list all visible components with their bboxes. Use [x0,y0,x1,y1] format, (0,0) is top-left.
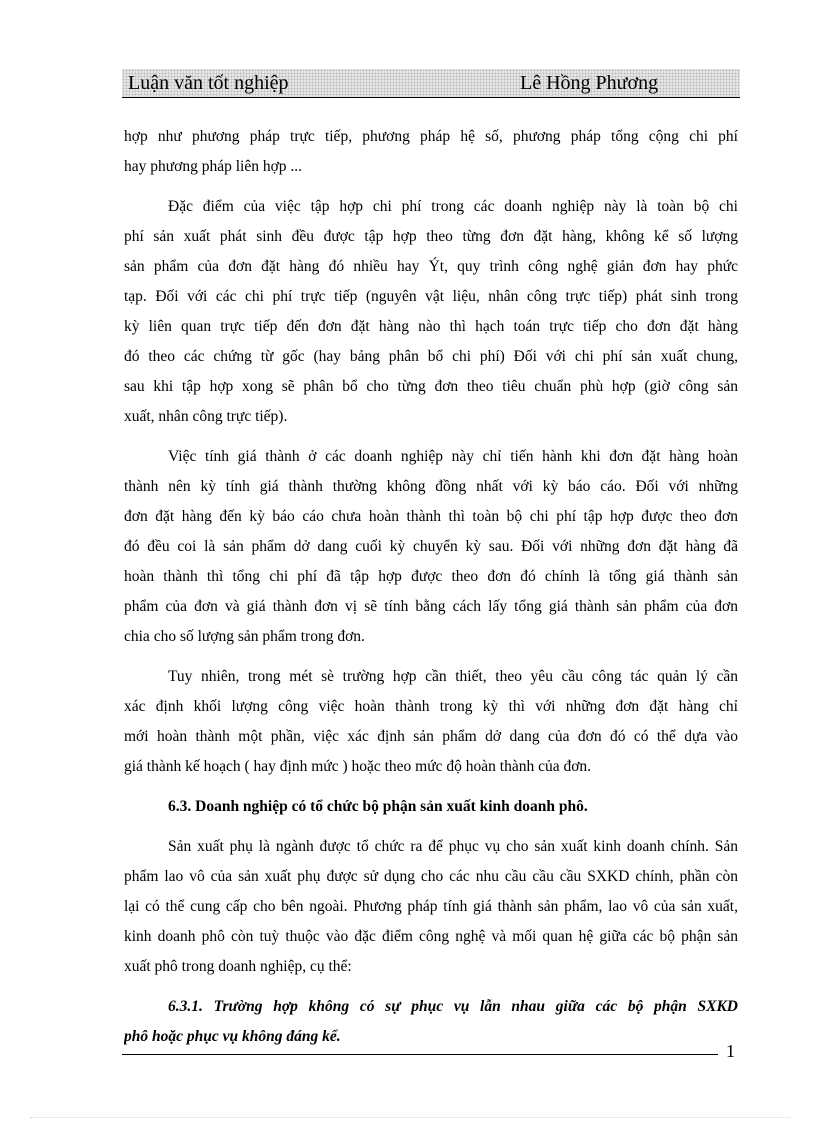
section-heading: 6.3. Doanh nghiệp có tổ chức bộ phận sản xuất kinh doanh phô. [168,798,588,815]
footer-rule [122,1054,718,1055]
paragraph-line: phí sản xuất phát sinh đều được tập hợp theo từng đơn đặt hàng, không kể số lượng [124,228,738,245]
page-edge-dots [30,1117,790,1118]
body-text [124,122,738,1052]
paragraph-line: giá thành kế hoạch ( hay định mức ) hoặc theo mức độ hoàn thành của đơn. [124,758,592,775]
paragraph-line: Tuy nhiên, trong mét sè trường hợp cần thiết, theo yêu cầu công tác quản lý cần [168,668,738,685]
paragraph-line: đó đều coi là sản phẩm dở dang cuối kỳ chuyển kỳ sau. Đối với những đơn đặt hàng đã [124,538,738,555]
paragraph-line: sau khi tập hợp xong sẽ phân bổ cho từng đơn theo tiêu chuẩn phù hợp (giờ công sản [124,378,738,395]
paragraph-line: đó theo các chứng từ gốc (hay bảng phân bổ chi phí) Đối với chi phí sản xuất chung, [124,348,738,365]
paragraph-line: phẩm của đơn và giá thành đơn vị sẽ tính bằng cách lấy tổng giá thành sản phẩm của đơn [124,598,738,615]
paragraph-line: kinh doanh phô còn tuỳ thuộc vào đặc điểm công nghệ và mối quan hệ giữa các bộ phận sản [124,928,738,945]
paragraph-line: mới hoàn thành một phần, việc xác định sản phẩm dở dang của đơn đó có thể dựa vào [124,728,738,745]
paragraph-line: kỳ liên quan trực tiếp đến đơn đặt hàng nào thì hạch toán trực tiếp cho đơn đặt hàng [124,318,738,335]
paragraph-line: Sản xuất phụ là ngành được tổ chức ra để phục vụ cho sản xuất kinh doanh chính. Sản [168,838,738,855]
paragraph-line: phẩm lao vô của sản xuất phụ được sử dụng cho các nhu cầu cầu cầu SXKD chính, phần còn [124,868,738,885]
paragraph-line: Việc tính giá thành ở các doanh nghiệp này chỉ tiến hành khi đơn đặt hàng hoàn [168,448,738,465]
paragraph-line: hoàn thành thì tổng chi phí đã tập hợp được theo đơn đó chính là tổng giá thành sản [124,568,738,585]
header-author-name: Lê Hồng Phương [520,72,659,94]
paragraph-line: xuất, nhân công trực tiếp). [124,408,288,425]
paragraph-line: tạp. Đối với các chi phí trực tiếp (nguyên vật liệu, nhân công trực tiếp) phát sinh trong [124,288,738,305]
header-thesis-title: Luận văn tốt nghiệp [128,72,289,94]
paragraph-line: hay phương pháp liên hợp ... [124,158,303,175]
paragraph-line: chia cho số lượng sản phẩm trong đơn. [124,628,365,645]
paragraph-line: hợp như phương pháp trực tiếp, phương pháp hệ số, phương pháp tổng cộng chi phí [124,128,738,145]
page-header [122,69,740,98]
paragraph-line: thành nên kỳ tính giá thành thường không đồng nhất với kỳ báo cáo. Đối với những [124,478,738,495]
paragraph-line: Đặc điểm của việc tập hợp chi phí trong các doanh nghiệp này là toàn bộ chi [168,198,738,215]
paragraph-line: lại có thể cung cấp cho bên ngoài. Phương pháp tính giá thành sản phẩm, lao vô của sản xuất, [124,898,738,915]
paragraph-line: xuất phô trong doanh nghiệp, cụ thể: [124,958,352,975]
page-number: 1 [726,1041,735,1061]
subsection-heading: 6.3.1. Trường hợp không có sự phục vụ lẫn nhau giữa các bộ phận SXKD [168,998,738,1015]
paragraph-line: sản phẩm của đơn đặt hàng đó nhiều hay Ýt, quy trình công nghệ giản đơn hay phức [124,258,738,275]
paragraph-line: xác định khối lượng công việc hoàn thành trong kỳ thì với những đơn đặt hàng chỉ [124,698,738,715]
subsection-heading: phô hoặc phục vụ không đáng kể. [124,1028,341,1045]
paragraph-line: đơn đặt hàng đến kỳ báo cáo chưa hoàn thành thì toàn bộ chi phí tập hợp được theo đơn [124,508,738,525]
